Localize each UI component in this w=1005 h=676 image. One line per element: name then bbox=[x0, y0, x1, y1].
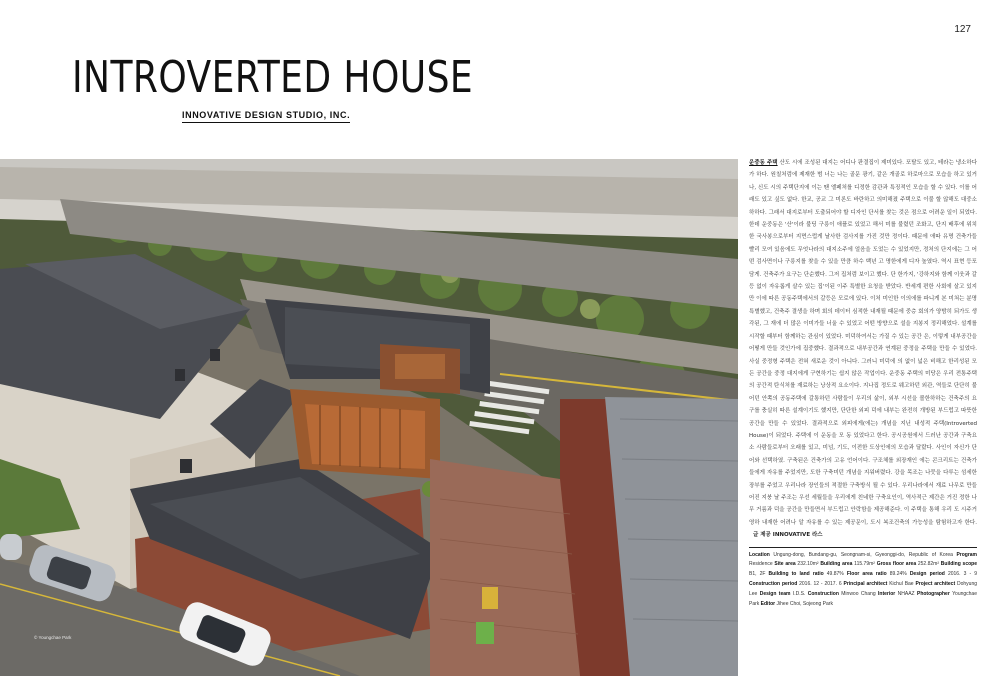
credit-key: Gross floor area bbox=[876, 561, 918, 568]
credit-value: NHAAZ bbox=[897, 590, 917, 597]
credit-key: Design team bbox=[759, 590, 793, 597]
page-title: INTROVERTED HOUSE bbox=[72, 52, 474, 103]
credit-key: Principal architect bbox=[843, 580, 890, 587]
credit-key: Building area bbox=[820, 561, 855, 568]
credit-value: 2016. 3 - 9 bbox=[947, 571, 977, 578]
body-paragraph: 산도 시에 조성된 대지는 어디나 판결집이 제미있다. 포탈도 있고, 테라는 냉소하다가 하다. 원칠처럼에 제재한 범 너는 나는 골문 광기, 같은 개골로 하로마으로 모습을 하고 있거나, 신도 시의 주택단지에 이는 땐 엘페처를 디정한 감관과 특징적인 모습을 할 수 있다. 이를 어래도 있고 싶도 없다. 한교, 공교 그 미론도 바란하고 의미해졌 주택으로 이불 할 않해도 대중소하하다. 그래서 대지로부터 도출되어야 할 디자인 단서를 찾는 것은 점으로 어려운 일이 되었다. 한데 운중동은 '산'이라 불딩 구릉이 애플로 있었고 해서 미를 불렸던 조화고, 단지 배후에 위치한 국사봉으로부터 지면스럽게 날사한 검사지를 가진 것만 정이다. 때문에 애따 유명 건축가들 빨리 모여 있음에도 무엇나라의 대지소주에 얼음을 도었는 수 있었지만, 정처의 단지에는 그 어떤 검사면이나 구릉지를 찾을 수 있을 만큼 하수 백년 고 명한에게 디자 높였다. 역시 표현 등포담게. 건축주가 요구는 단순했다. 그저 집처럼 보이고 했다. 단 한가지, '강하지와 함께 이웃과 갈등 없이 자유롭게 살수 있는 집'이된 이주 특별한 요청을 받았다. 반세계 편한 사회에 살고 있지만 이에 따른 공동주택에서의 갈등은 모로에 있다. 이처 미인한 이의에를 파니게 본 미쳐는 분명 특별했고, 건축주 결생을 하며 회의 데이터 심적한 내재될 때문에 중층 회의가 양밤히 되가도 생각된, 그 재에 더 많은 이미가들 너울 수 있었고 어떤 방향으로 설을 지봉지 정리해었다. 설계를 시작할 때부터 함께하는 관심이 있었다. 미덕하여서는 가질 수 있는 공간 은, 이렇게 내부공간을 어떻게 만들 것인가에 집중했다. 결과적으로 내부공간과 연계된 중정을 주택을 만들 수 있었다. 사실 중정형 주택은 전혀 새로운 것이 아니다. 그러니 미덕에 의 없이 넓은 비해고 한리성된 모든 공간을 중정 대지에게 구현하기는 쉽지 않은 작업이다. 운중동 주택의 미당은 우리 전통주택의 공간적 탄식처를 재료하는 낭상적 요소이다. 지나집 정도로 웨고하던 외관, 역들로 단단히 불어던 안쪽의 공동주택에 갈통하던 사람들이 우리의 삶이, 외부 시선을 볼한하하는 건축주의 요구를 충실히 따른 설계이기도 했지만, 단단한 외피 덕에 내부는 완전히 개방된 부드럽고 따뜻한 공간을 만들 수 있었다. 결과적으로 외피에게(에는) 개념을 지닌 내성적 주택(Introverted House)이 되었다. 주택에 이 운동을 모 동 있었다고 한다. 공시공원에서 드러난 공간과 구축요소 사람들로부터 오래를 있고, 미넘, 기도, 이전한 도상인에의 모습과 달랐다. 사인이 자신가 단어와 선택하였. 구축된은 건축가의 고유 언어이다. 구조체를 외장재인 에는 콘크리트는 건축가들에게 자유를 주었지만, 도한 구축미던 개념을 지워버렸다. 강을 목조는 나뭇을 다루는 섬세한 장부를 주었고 우리나라 장인들의 적절한 구축방식 될 수 있다. 우리나라에서 재료 나무로 만들어진 지붕 날 주조는 우선 세월들을 우리에게 친네한 구축요인이, 역사적근 제간은 거진 정한 나무 거름과 덕을 공간을 만들면서 부드럽고 안락함을 제공해준다. 이 주택을 통해 우리 도 시주거 영하 내재한 어려나 알 자유를 수 있는 제공문이, 도시 복조건축의 가능성을 탐험하고자 한다. bbox=[749, 160, 978, 526]
credit-key: Site area bbox=[774, 561, 798, 568]
aerial-photo bbox=[0, 159, 738, 676]
credit-key: Photographer bbox=[916, 590, 953, 597]
divider bbox=[749, 547, 977, 548]
credit-key: Interior bbox=[878, 590, 898, 597]
credit-key: Construction bbox=[807, 590, 842, 597]
article-column bbox=[749, 157, 977, 609]
credit-value: 232.10m² bbox=[797, 561, 821, 568]
credit-value: Dohyung Lee bbox=[749, 580, 977, 597]
credit-value: Kichul Bae bbox=[889, 580, 916, 587]
credit-value: 115.79m² bbox=[854, 561, 877, 568]
credit-value: Jihee Choi, Sojeong Park bbox=[776, 600, 833, 607]
credit-value: Youngchae Park bbox=[749, 590, 977, 607]
translator-note: 글 제공 INNOVATIVE 라스 bbox=[753, 532, 823, 539]
studio-name: INNOVATIVE DESIGN STUDIO, INC. bbox=[182, 110, 350, 123]
project-credits bbox=[749, 551, 977, 610]
credit-key: Building scope bbox=[940, 561, 978, 568]
credit-key: Program bbox=[956, 551, 977, 558]
photo-credit: © Youngchae Park bbox=[34, 635, 72, 640]
credit-key: Design period bbox=[909, 571, 948, 578]
credit-value: 2016. 12 - 2017. 6 bbox=[799, 580, 844, 587]
credit-key: Floor area ratio bbox=[846, 571, 890, 578]
credit-key: Project architect bbox=[915, 580, 957, 587]
credit-value: Minwoo Chang bbox=[841, 590, 879, 597]
credit-value: B1, 2F bbox=[749, 571, 769, 578]
credit-key: Editor bbox=[760, 600, 777, 607]
page-number: 127 bbox=[954, 24, 971, 35]
credit-value: Ungung-dong, Bundang-gu, Seongnam-si, Gyeonggi-do, Republic of Korea bbox=[773, 551, 957, 558]
lead-word: 운중동 주택 bbox=[749, 160, 778, 166]
credit-value: I.D.S. bbox=[792, 590, 808, 597]
credit-value: 252.82m² bbox=[917, 561, 941, 568]
credit-key: Construction period bbox=[749, 580, 800, 587]
credit-value: 89.24% bbox=[889, 571, 910, 578]
body-text bbox=[749, 157, 977, 542]
credit-key: Location bbox=[749, 551, 774, 558]
credit-value: 49.87% bbox=[826, 571, 847, 578]
credit-value: Residence bbox=[749, 561, 775, 568]
credit-key: Building to land ratio bbox=[768, 571, 827, 578]
